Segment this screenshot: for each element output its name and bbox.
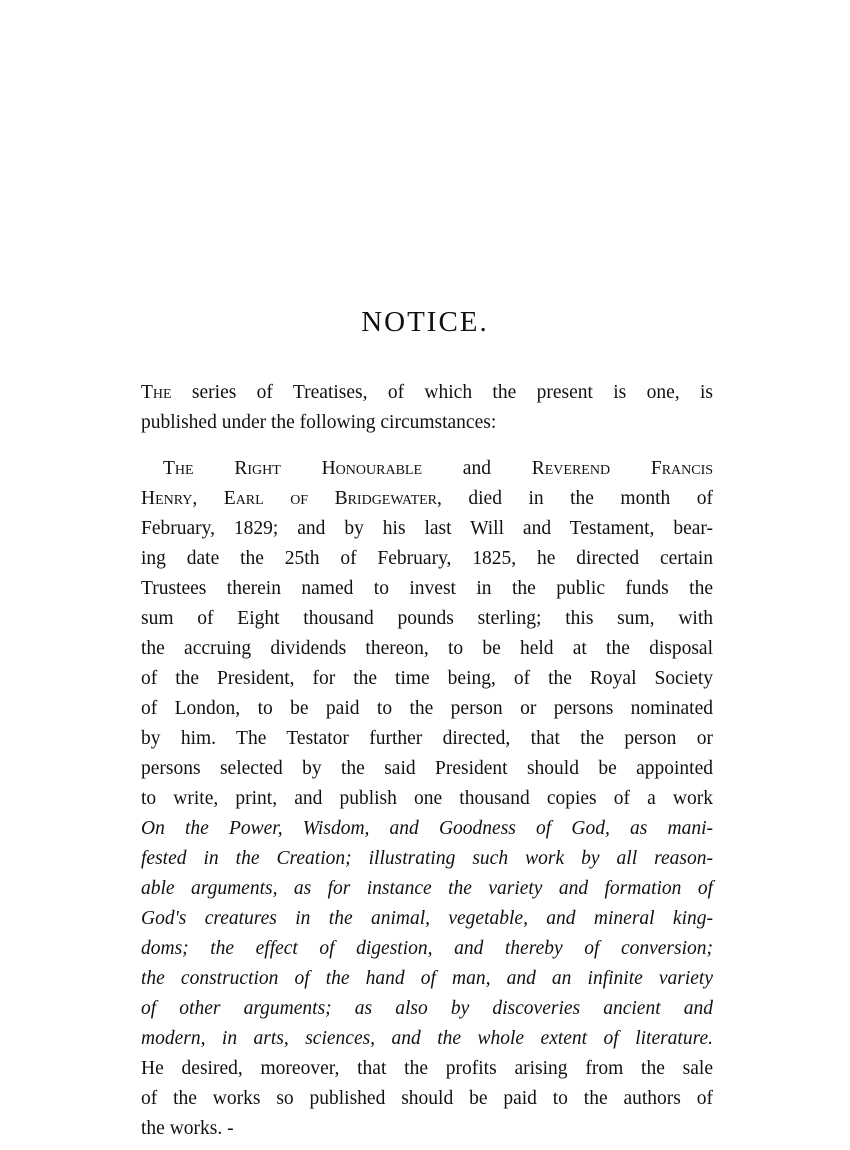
- body-line: of the works so published should be paid to the authors of: [141, 1088, 713, 1109]
- body-line: doms; the effect of digestion, and thereby of conversion;: [141, 938, 713, 959]
- body-line: to write, print, and publish one thousand copies of a work: [141, 788, 713, 809]
- body-line: God's creatures in the animal, vegetable, and mineral king-: [141, 908, 713, 929]
- body-line: The Right Honourable and Reverend Francis: [163, 458, 714, 479]
- intro-paragraph: [141, 378, 713, 438]
- body-line: the accruing dividends thereon, to be held at the disposal: [141, 638, 713, 659]
- body-line: modern, in arts, sciences, and the whole extent of literature.: [141, 1028, 713, 1049]
- body-line: of the President, for the time being, of the Royal Society: [141, 668, 713, 689]
- body-line: the construction of the hand of man, and an infinite variety: [141, 968, 713, 989]
- body-paragraph: [141, 454, 713, 1144]
- body-line: of London, to be paid to the person or persons nominated: [141, 698, 713, 719]
- body-line: the works. -: [141, 1118, 234, 1139]
- body-line: February, 1829; and by his last Will and Testament, bear-: [141, 518, 713, 539]
- body-line: of other arguments; as also by discoveries ancient and: [141, 998, 713, 1019]
- body-line: On the Power, Wisdom, and Goodness of God, as mani-: [141, 818, 713, 839]
- body-line: by him. The Testator further directed, that the person or: [141, 728, 713, 749]
- intro-line: published under the following circumstances:: [141, 412, 497, 433]
- body-line: able arguments, as for instance the variety and formation of: [141, 878, 713, 899]
- notice-heading: NOTICE.: [361, 306, 489, 338]
- body-line: He desired, moreover, that the profits arising from the sale: [141, 1058, 713, 1079]
- body-line: ing date the 25th of February, 1825, he directed certain: [141, 548, 713, 569]
- body-line: persons selected by the said President should be appointed: [141, 758, 713, 779]
- body-line: sum of Eight thousand pounds sterling; this sum, with: [141, 608, 713, 629]
- body-line: fested in the Creation; illustrating such work by all reason-: [141, 848, 713, 869]
- body-line: Trustees therein named to invest in the public funds the: [141, 578, 713, 599]
- intro-line: The series of Treatises, of which the present is one, is: [141, 382, 713, 403]
- body-line: Henry, Earl of Bridgewater, died in the month of: [141, 488, 713, 509]
